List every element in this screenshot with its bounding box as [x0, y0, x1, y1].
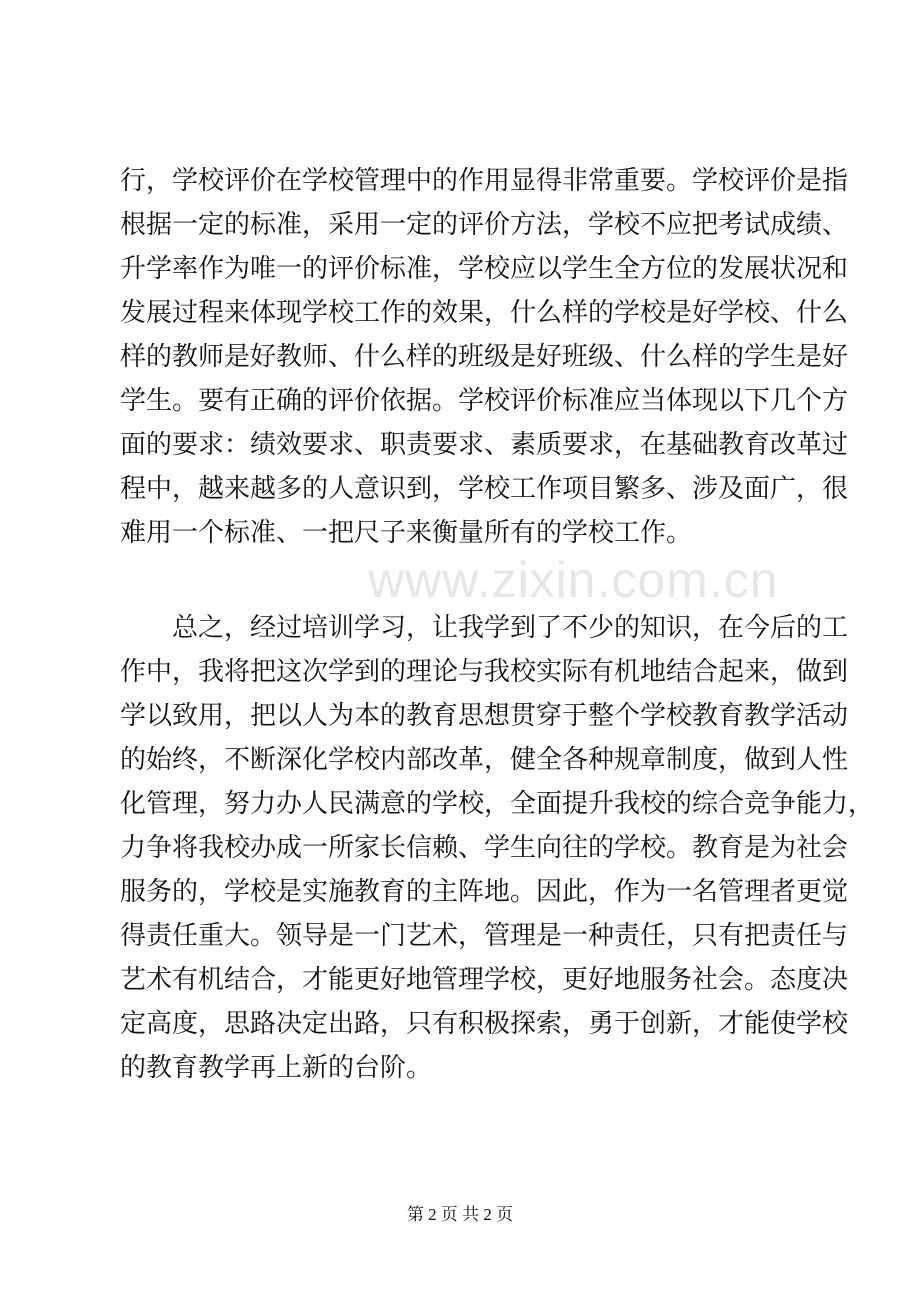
- text-line: 行，学校评价在学校管理中的作用显得非常重要。学校评价是指: [120, 166, 849, 196]
- watermark: www.zixin.com.cn: [368, 552, 779, 608]
- text-line: 得责任重大。领导是一门艺术，管理是一种责任，只有把责任与: [120, 921, 849, 951]
- text-line: 程中，越来越多的人意识到，学校工作项目繁多、涉及面广，很: [120, 474, 849, 504]
- text-line: 服务的，学校是实施教育的主阵地。因此，作为一名管理者更觉: [120, 877, 849, 907]
- text-line: 艺术有机结合，才能更好地管理学校，更好地服务社会。态度决: [120, 965, 849, 995]
- text-line: 难用一个标准、一把尺子来衡量所有的学校工作。: [120, 518, 693, 548]
- text-line: 作中，我将把这次学到的理论与我校实际有机地结合起来，做到: [120, 657, 849, 687]
- text-line: 的始终，不断深化学校内部改革，健全各种规章制度，做到人性: [120, 745, 849, 775]
- text-line: 升学率作为唯一的评价标准，学校应以学生全方位的发展状况和: [120, 254, 849, 284]
- text-line: 发展过程来体现学校工作的效果，什么样的学校是好学校、什么: [120, 298, 849, 328]
- page-footer: 第 2 页 共 2 页: [406, 1205, 514, 1224]
- text-line: 化管理，努力办人民满意的学校，全面提升我校的综合竞争能力，: [120, 789, 875, 819]
- text-line: 根据一定的标准，采用一定的评价方法，学校不应把考试成绩、: [120, 210, 849, 240]
- text-line: 定高度，思路决定出路，只有积极探索，勇于创新，才能使学校: [120, 1009, 849, 1039]
- text-line: 总之，经过培训学习，让我学到了不少的知识，在今后的工: [120, 613, 849, 643]
- text-line: 学生。要有正确的评价依据。学校评价标准应当体现以下几个方: [120, 386, 849, 416]
- text-line: 的教育教学再上新的台阶。: [120, 1053, 433, 1083]
- text-line: 样的教师是好教师、什么样的班级是好班级、什么样的学生是好: [120, 342, 849, 372]
- text-line: 学以致用，把以人为本的教育思想贯穿于整个学校教育教学活动: [120, 701, 849, 731]
- text-line: 面的要求：绩效要求、职责要求、素质要求，在基础教育改革过: [120, 430, 849, 460]
- text-line: 力争将我校办成一所家长信赖、学生向往的学校。教育是为社会: [120, 833, 849, 863]
